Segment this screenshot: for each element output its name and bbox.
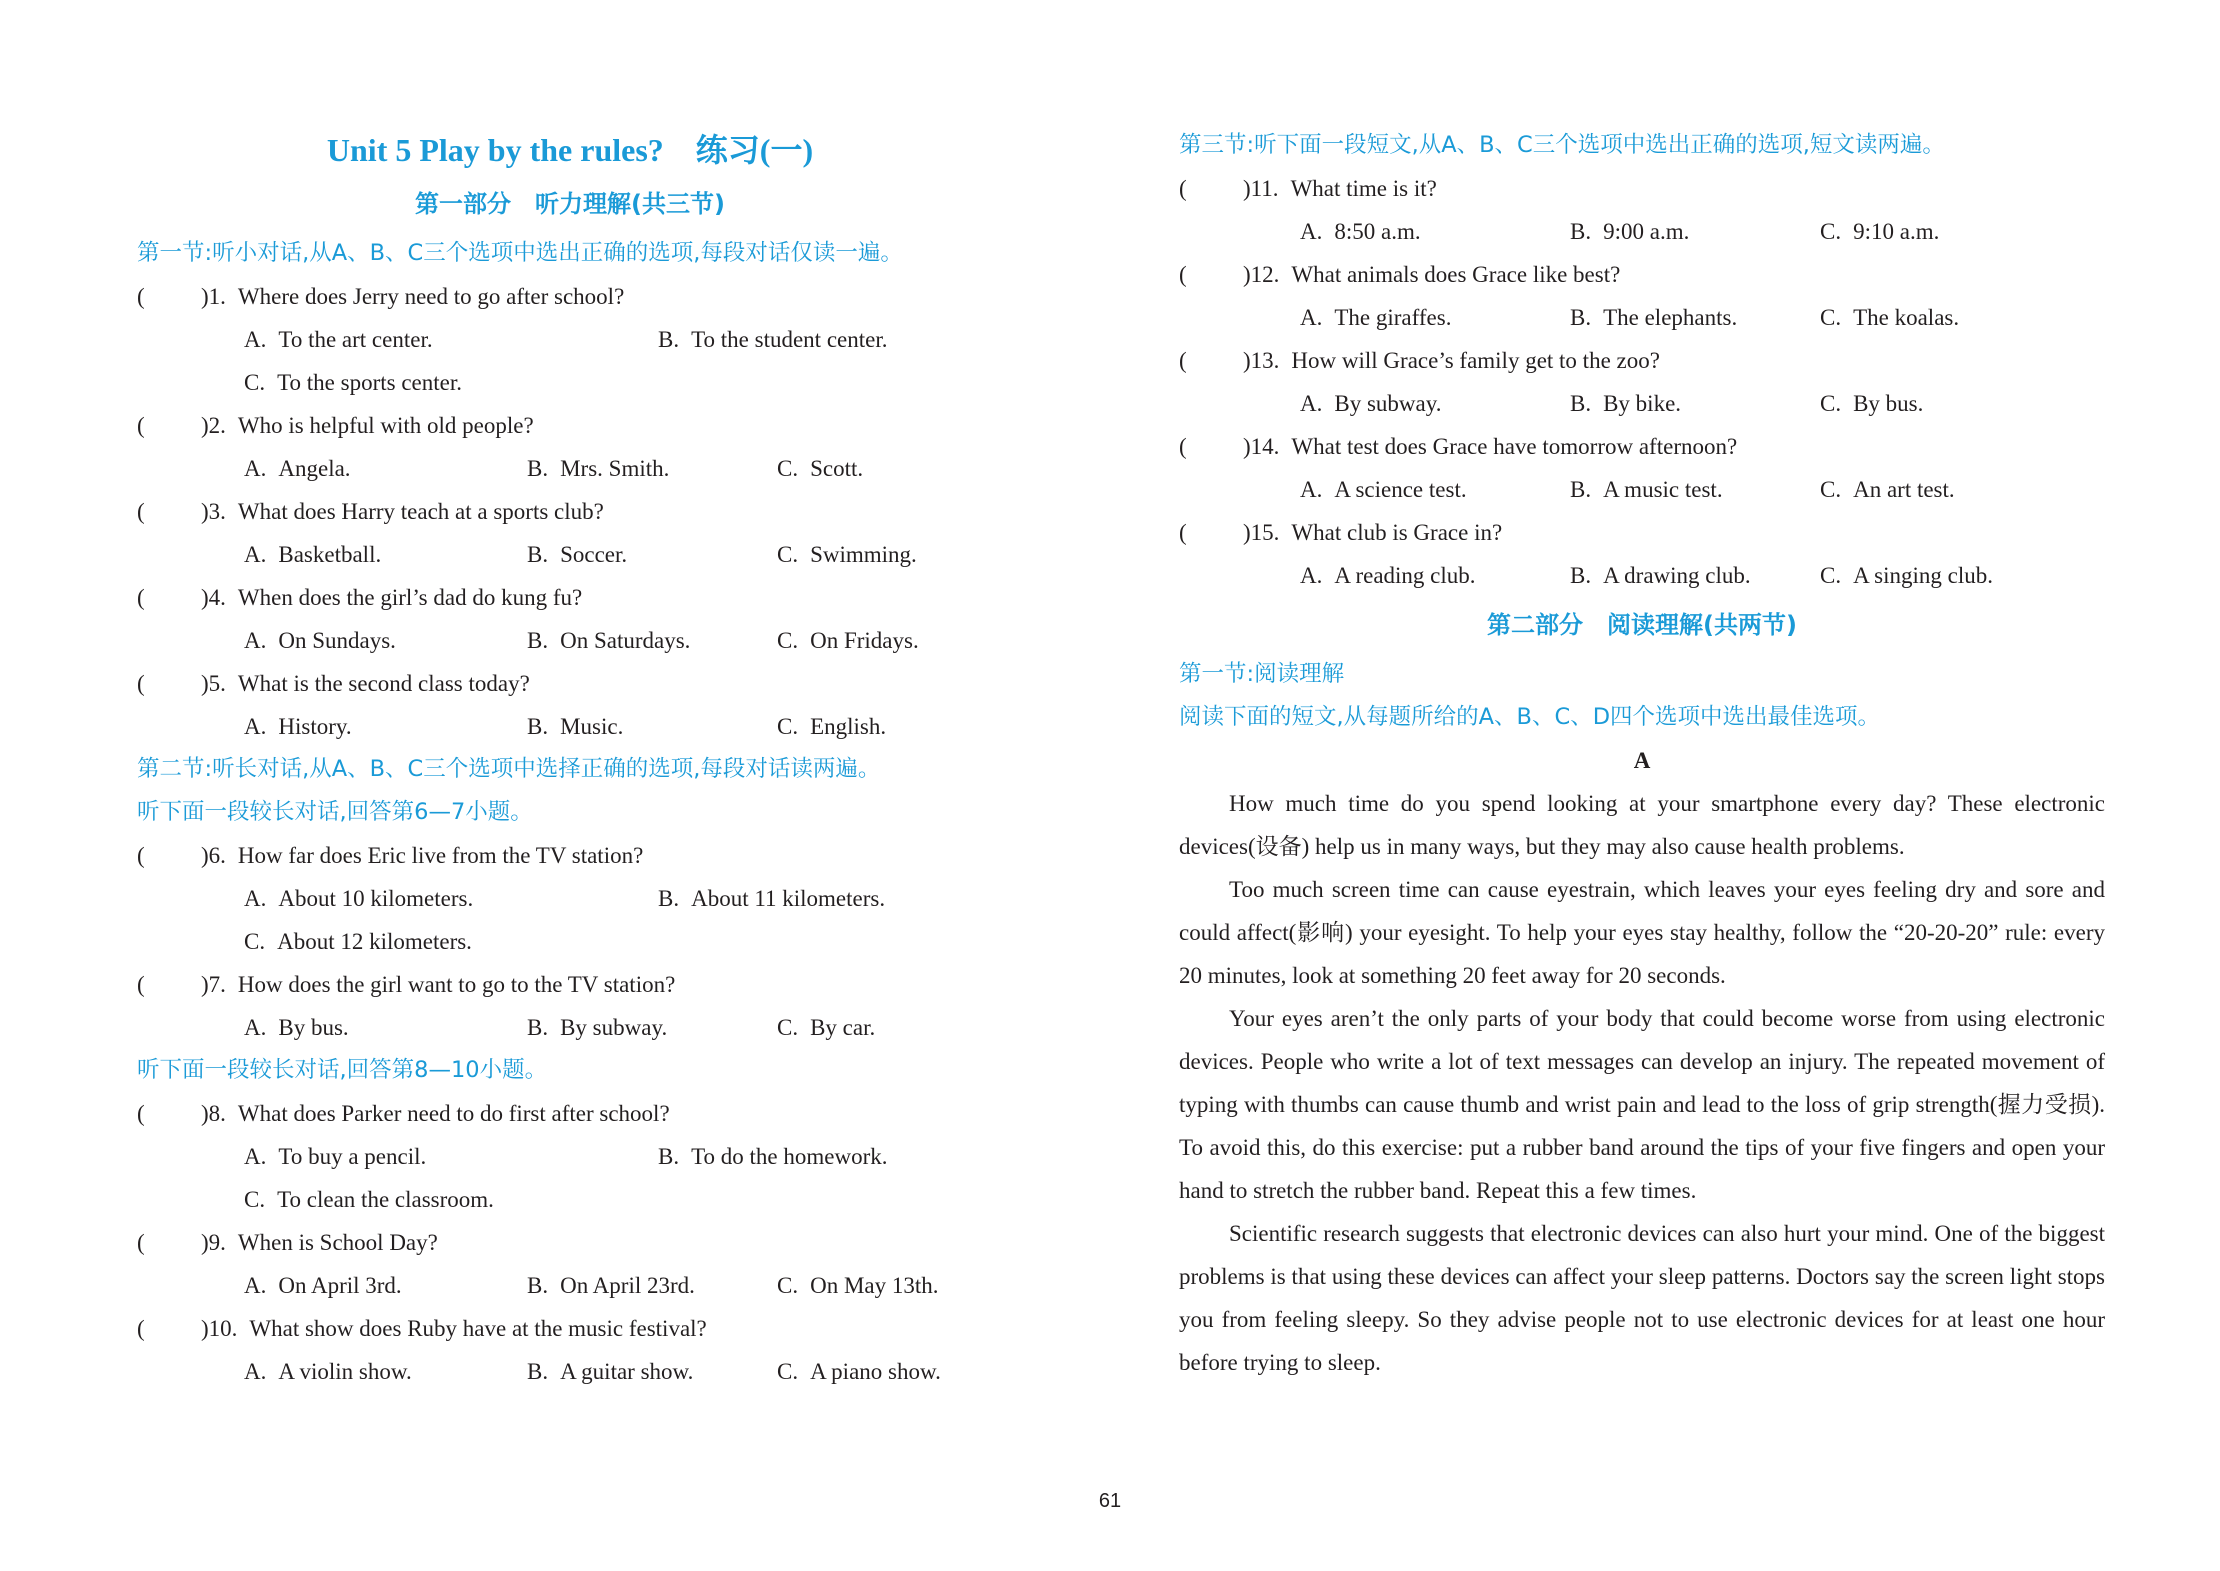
option-letter: C.: [1820, 477, 1842, 502]
options-row: [1179, 554, 2105, 597]
option-letter: C.: [777, 1273, 799, 1298]
answer-blank[interactable]: [163, 963, 201, 1006]
option-text: The koalas.: [1853, 305, 1960, 330]
question-text: Who is helpful with old people?: [237, 413, 534, 438]
option-text: On Sundays.: [278, 628, 396, 653]
options-row: [1179, 296, 2105, 339]
answer-paren-open: (: [137, 1316, 145, 1341]
question-text: When does the girl’s dad do kung fu?: [237, 585, 583, 610]
question-text: What time is it?: [1290, 176, 1437, 201]
section2-questions-a: [137, 834, 1003, 1049]
option-letter: A.: [244, 542, 267, 567]
option-letter: C.: [777, 1359, 799, 1384]
answer-blank[interactable]: [163, 1221, 201, 1264]
option-text: To the art center.: [278, 327, 433, 352]
option-text: On Fridays.: [810, 628, 919, 653]
options-row: [137, 1264, 1003, 1307]
option: [1570, 382, 1820, 425]
option: [244, 1350, 527, 1393]
question: [137, 576, 1003, 619]
option-letter: A.: [1300, 305, 1323, 330]
question: [137, 404, 1003, 447]
option: [244, 1006, 527, 1049]
option-letter: C.: [1820, 563, 1842, 588]
option: [1300, 296, 1570, 339]
passage-paragraph: Too much screen time can cause eyestrain, which leaves your eyes feeling dry and sore and could affect(影响) your eyesight. To help your eyes stay healthy, follow the “20-20-20” rule: every 20 minutes, look at something 20 feet away for 20 seconds.: [1179, 877, 2105, 988]
option-text: About 12 kilometers.: [277, 929, 472, 954]
right-column: [1179, 124, 2105, 1384]
section2-heading: 第二节:听长对话,从A、B、C三个选项中选择正确的选项,每段对话读两遍。: [137, 756, 881, 782]
question-text: What club is Grace in?: [1291, 520, 1503, 545]
question-number: )2.: [201, 413, 226, 438]
option: [1820, 382, 1923, 425]
question: [137, 963, 1003, 1006]
option-letter: B.: [527, 628, 549, 653]
options-row: [137, 1178, 1003, 1221]
options-row: [1179, 210, 2105, 253]
option: [527, 533, 777, 576]
option-text: A violin show.: [278, 1359, 412, 1384]
options-row: [137, 1350, 1003, 1393]
option-text: By bus.: [278, 1015, 349, 1040]
answer-blank[interactable]: [1205, 167, 1243, 210]
option-letter: C.: [777, 1015, 799, 1040]
question: [137, 1092, 1003, 1135]
answer-paren-open: (: [137, 413, 145, 438]
option-letter: B.: [658, 327, 680, 352]
option: [777, 619, 919, 662]
answer-paren-open: (: [1179, 176, 1187, 201]
option: [244, 1264, 527, 1307]
option-text: By car.: [810, 1015, 876, 1040]
option-letter: A.: [1300, 219, 1323, 244]
option-letter: C.: [777, 456, 799, 481]
question: [1179, 167, 2105, 210]
question: [1179, 511, 2105, 554]
option-text: A science test.: [1334, 477, 1467, 502]
option-letter: B.: [1570, 219, 1592, 244]
question-text: Where does Jerry need to go after school?: [237, 284, 625, 309]
option-text: On April 23rd.: [560, 1273, 695, 1298]
answer-blank[interactable]: [163, 275, 201, 318]
option: [527, 705, 777, 748]
option: [1300, 210, 1570, 253]
question-number: )7.: [201, 972, 226, 997]
section3-heading: 第三节:听下面一段短文,从A、B、C三个选项中选出正确的选项,短文读两遍。: [1179, 132, 1945, 158]
option-text: The elephants.: [1603, 305, 1738, 330]
option-letter: A.: [1300, 477, 1323, 502]
option: [658, 1135, 888, 1178]
option-text: A drawing club.: [1603, 563, 1751, 588]
option: [1820, 554, 1993, 597]
passage-paragraph: Your eyes aren’t the only parts of your body that could become worse from using electronic devices. People who write a lot of text messages can develop an injury. The repeated movement of typing with thumbs can cause thumb and wrist pain and lead to the loss of grip strength(握力受损). To avoid this, do this exercise: put a rubber band around the tips of your five fingers and open your hand to stretch the rubber band. Repeat this a few times.: [1179, 1006, 2105, 1203]
option-letter: C.: [1820, 219, 1842, 244]
option: [527, 447, 777, 490]
answer-blank[interactable]: [163, 662, 201, 705]
question-number: )15.: [1243, 520, 1280, 545]
option-letter: A.: [244, 327, 267, 352]
option-text: Music.: [560, 714, 624, 739]
question: [137, 1221, 1003, 1264]
passage-paragraph: How much time do you spend looking at your smartphone every day? These electronic devices(设备) help us in many ways, but they may also cause health problems.: [1179, 791, 2105, 859]
question: [137, 1307, 1003, 1350]
option: [1820, 468, 1955, 511]
option-letter: B.: [1570, 563, 1592, 588]
option-letter: B.: [527, 1359, 549, 1384]
question-number: )4.: [201, 585, 226, 610]
option-text: By bus.: [1853, 391, 1924, 416]
option-text: History.: [278, 714, 352, 739]
options-row: [137, 1006, 1003, 1049]
question-number: )12.: [1243, 262, 1280, 287]
option-text: To the sports center.: [277, 370, 462, 395]
option-letter: B.: [1570, 477, 1592, 502]
option: [777, 1350, 941, 1393]
option-letter: C.: [777, 714, 799, 739]
option-text: Soccer.: [560, 542, 628, 567]
option: [244, 447, 527, 490]
option-letter: C.: [244, 1187, 266, 1212]
question-text: What is the second class today?: [237, 671, 530, 696]
question-text: What animals does Grace like best?: [1291, 262, 1621, 287]
option-text: By bike.: [1603, 391, 1682, 416]
option-letter: C.: [244, 929, 266, 954]
options-row: [137, 877, 1003, 920]
question: [137, 834, 1003, 877]
options-row: [137, 920, 1003, 963]
options-row: [137, 533, 1003, 576]
question: [1179, 425, 2105, 468]
option-text: 8:50 a.m.: [1334, 219, 1421, 244]
option: [1820, 210, 1939, 253]
options-row: [1179, 468, 2105, 511]
option: [1300, 554, 1570, 597]
question-text: What test does Grace have tomorrow afternoon?: [1291, 434, 1738, 459]
option-text: About 11 kilometers.: [691, 886, 886, 911]
option: [244, 920, 658, 963]
option-letter: B.: [527, 1273, 549, 1298]
option: [244, 1178, 658, 1221]
option-letter: B.: [658, 886, 680, 911]
question-text: How does the girl want to go to the TV station?: [237, 972, 676, 997]
section1-heading: 第一节:听小对话,从A、B、C三个选项中选出正确的选项,每段对话仅读一遍。: [137, 240, 903, 266]
option: [244, 361, 658, 404]
option-text: Basketball.: [278, 542, 382, 567]
answer-paren-open: (: [137, 671, 145, 696]
option: [1300, 382, 1570, 425]
option-text: 9:10 a.m.: [1853, 219, 1940, 244]
question-number: )9.: [201, 1230, 226, 1255]
option: [1570, 296, 1820, 339]
option: [1820, 296, 1959, 339]
question-number: )10.: [201, 1316, 238, 1341]
option: [244, 533, 527, 576]
option-text: On Saturdays.: [560, 628, 691, 653]
option: [777, 533, 917, 576]
options-row: [137, 361, 1003, 404]
option-letter: B.: [658, 1144, 680, 1169]
option-text: About 10 kilometers.: [278, 886, 474, 911]
option-letter: C.: [1820, 391, 1842, 416]
option: [244, 1135, 658, 1178]
option-letter: A.: [244, 628, 267, 653]
answer-paren-open: (: [137, 972, 145, 997]
option-text: Mrs. Smith.: [560, 456, 670, 481]
option-text: A singing club.: [1853, 563, 1994, 588]
question-number: )6.: [201, 843, 226, 868]
option-text: An art test.: [1853, 477, 1955, 502]
option: [1570, 468, 1820, 511]
section2-sub1: 听下面一段较长对话,回答第6—7小题。: [137, 799, 533, 825]
answer-paren-open: (: [137, 284, 145, 309]
options-row: [137, 705, 1003, 748]
option: [244, 619, 527, 662]
answer-blank[interactable]: [163, 490, 201, 533]
question-number: )1.: [201, 284, 226, 309]
passage-paragraph: Scientific research suggests that electronic devices can also hurt your mind. One of the biggest problems is that using these devices can affect your sleep patterns. Doctors say the screen light stops you from feeling sleepy. So they advise people not to use electronic devices for at least one hour before trying to sleep.: [1179, 1221, 2105, 1375]
answer-paren-open: (: [137, 499, 145, 524]
section2-questions-b: [137, 1092, 1003, 1393]
option-text: On April 3rd.: [278, 1273, 402, 1298]
option-text: The giraffes.: [1334, 305, 1452, 330]
question-number: )13.: [1243, 348, 1280, 373]
options-row: [137, 447, 1003, 490]
question-number: )3.: [201, 499, 226, 524]
option-letter: B.: [527, 542, 549, 567]
answer-paren-open: (: [137, 843, 145, 868]
option: [777, 705, 886, 748]
option-text: A piano show.: [810, 1359, 941, 1384]
options-row: [137, 1135, 1003, 1178]
answer-blank[interactable]: [163, 576, 201, 619]
option-text: English.: [810, 714, 887, 739]
option-letter: A.: [244, 456, 267, 481]
page-number: 61: [1098, 1490, 1122, 1512]
option: [777, 1264, 939, 1307]
answer-paren-open: (: [137, 1101, 145, 1126]
option-letter: A.: [244, 1359, 267, 1384]
option-letter: B.: [1570, 391, 1592, 416]
question-text: How will Grace’s family get to the zoo?: [1291, 348, 1660, 373]
option: [244, 318, 658, 361]
option-letter: A.: [244, 714, 267, 739]
reading-section-heading: 第一节:阅读理解: [1179, 661, 1345, 687]
option-text: By subway.: [1334, 391, 1442, 416]
option: [1570, 210, 1820, 253]
option-letter: B.: [527, 714, 549, 739]
option: [527, 1264, 777, 1307]
option: [527, 1006, 777, 1049]
options-row: [137, 619, 1003, 662]
question: [137, 275, 1003, 318]
option: [777, 447, 863, 490]
question-number: )14.: [1243, 434, 1280, 459]
option-letter: C.: [244, 370, 266, 395]
option-letter: B.: [527, 456, 549, 481]
option-text: To clean the classroom.: [277, 1187, 494, 1212]
option: [1570, 554, 1820, 597]
answer-blank[interactable]: [1205, 253, 1243, 296]
passage-title: A: [1633, 748, 1651, 773]
reading-instruction: 阅读下面的短文,从每题所给的A、B、C、D四个选项中选出最佳选项。: [1179, 704, 1881, 730]
option-letter: C.: [1820, 305, 1842, 330]
option-text: To do the homework.: [691, 1144, 888, 1169]
option-letter: A.: [244, 886, 267, 911]
option-letter: B.: [1570, 305, 1592, 330]
option-letter: A.: [1300, 563, 1323, 588]
question-number: )5.: [201, 671, 226, 696]
option-text: Scott.: [810, 456, 864, 481]
question-text: What does Harry teach at a sports club?: [237, 499, 604, 524]
page-title: Unit 5 Play by the rules? 练习(一): [326, 132, 814, 168]
answer-paren-open: (: [137, 1230, 145, 1255]
option: [244, 877, 658, 920]
question: [1179, 253, 2105, 296]
answer-blank[interactable]: [163, 1092, 201, 1135]
option-text: To the student center.: [691, 327, 888, 352]
question: [1179, 339, 2105, 382]
part2-heading: 第二部分 阅读理解(共两节): [1487, 611, 1797, 639]
question-text: When is School Day?: [237, 1230, 438, 1255]
option-letter: C.: [777, 542, 799, 567]
options-row: [1179, 382, 2105, 425]
answer-blank[interactable]: [1205, 511, 1243, 554]
option-text: To buy a pencil.: [278, 1144, 427, 1169]
question: [137, 662, 1003, 705]
answer-blank[interactable]: [1205, 339, 1243, 382]
section1-questions: [137, 275, 1003, 748]
option: [658, 877, 885, 920]
option: [1300, 468, 1570, 511]
question: [137, 490, 1003, 533]
question-text: What does Parker need to do first after school?: [237, 1101, 670, 1126]
option: [527, 619, 777, 662]
option-letter: B.: [527, 1015, 549, 1040]
answer-paren-open: (: [1179, 434, 1187, 459]
answer-blank[interactable]: [1205, 425, 1243, 468]
answer-blank[interactable]: [163, 834, 201, 877]
section2-sub2: 听下面一段较长对话,回答第8—10小题。: [137, 1057, 548, 1083]
question-text: How far does Eric live from the TV station?: [237, 843, 644, 868]
option-text: Angela.: [278, 456, 351, 481]
answer-blank[interactable]: [163, 1307, 201, 1350]
option: [244, 705, 527, 748]
option: [527, 1350, 777, 1393]
left-column: [137, 124, 1003, 1393]
option: [777, 1006, 875, 1049]
option-letter: A.: [244, 1015, 267, 1040]
question-text: What show does Ruby have at the music festival?: [249, 1316, 707, 1341]
option-text: A music test.: [1603, 477, 1723, 502]
question-number: )8.: [201, 1101, 226, 1126]
part1-heading: 第一部分 听力理解(共三节): [415, 190, 725, 218]
section3-questions: [1179, 167, 2105, 597]
options-row: [137, 318, 1003, 361]
answer-paren-open: (: [137, 585, 145, 610]
question-number: )11.: [1243, 176, 1279, 201]
option: [658, 318, 887, 361]
answer-paren-open: (: [1179, 262, 1187, 287]
option-text: Swimming.: [810, 542, 917, 567]
option-letter: A.: [1300, 391, 1323, 416]
option-letter: A.: [244, 1144, 267, 1169]
option-letter: C.: [777, 628, 799, 653]
option-text: By subway.: [560, 1015, 668, 1040]
answer-paren-open: (: [1179, 348, 1187, 373]
option-text: On May 13th.: [810, 1273, 939, 1298]
answer-paren-open: (: [1179, 520, 1187, 545]
answer-blank[interactable]: [163, 404, 201, 447]
option-text: A guitar show.: [560, 1359, 694, 1384]
option-text: 9:00 a.m.: [1603, 219, 1690, 244]
option-letter: A.: [244, 1273, 267, 1298]
option-text: A reading club.: [1334, 563, 1476, 588]
passage: [1179, 782, 2105, 1384]
